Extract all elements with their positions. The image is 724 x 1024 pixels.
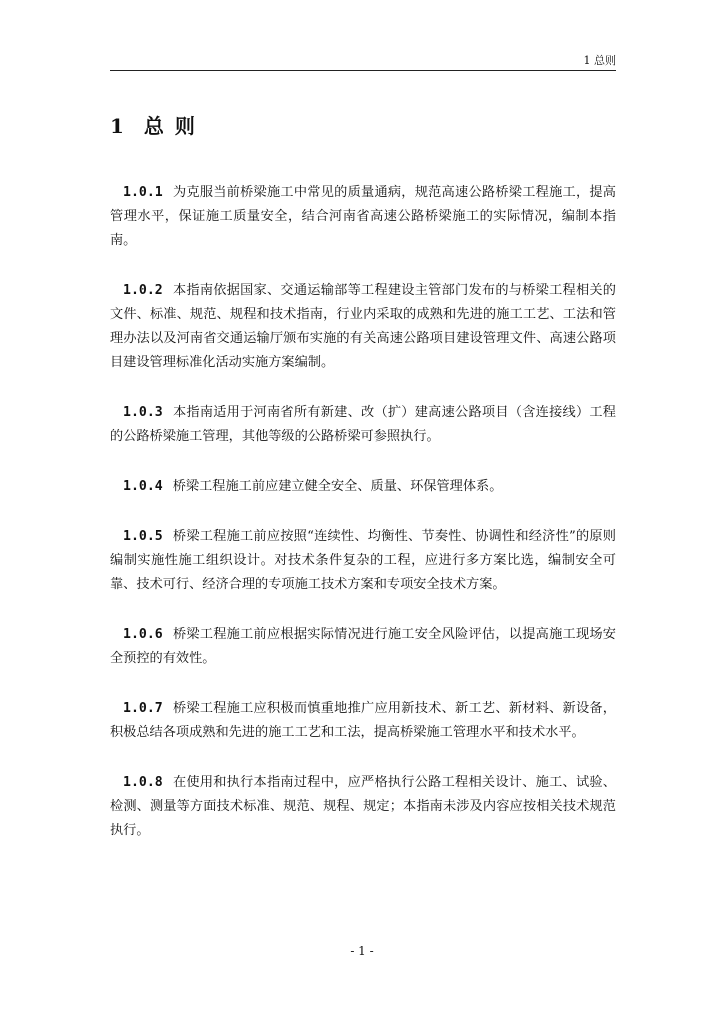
clause-number: 1.0.7: [123, 701, 163, 716]
clause-number: 1.0.6: [123, 627, 163, 642]
clause-1-0-8: [110, 771, 616, 843]
clause-1-0-3: [110, 401, 616, 449]
header-rule: [110, 70, 616, 71]
clause-1-0-4: [110, 475, 616, 499]
clause-number: 1.0.3: [123, 405, 163, 420]
clause-text: 本指南适用于河南省所有新建、改（扩）建高速公路项目（含连接线）工程的公路桥梁施工管理，其他等级的公路桥梁可参照执行。: [110, 405, 616, 444]
chapter-number: 1: [110, 114, 126, 138]
clause-number: 1.0.4: [123, 479, 163, 494]
clause-1-0-5: [110, 525, 616, 597]
clause-list: [110, 181, 616, 869]
clause-number: 1.0.1: [123, 185, 163, 200]
clause-1-0-2: [110, 279, 616, 375]
clause-text: 在使用和执行本指南过程中，应严格执行公路工程相关设计、施工、试验、检测、测量等方面技术标准、规范、规程、规定；本指南未涉及内容应按相关技术规范执行。: [110, 775, 616, 838]
clause-text: 为克服当前桥梁施工中常见的质量通病，规范高速公路桥梁工程施工，提高管理水平，保证施工质量安全，结合河南省高速公路桥梁施工的实际情况，编制本指南。: [110, 185, 616, 248]
page-number: - 1 -: [350, 944, 374, 958]
clause-number: 1.0.5: [123, 529, 163, 544]
clause-1-0-7: [110, 697, 616, 745]
clause-text: 桥梁工程施工前应建立健全安全、质量、环保管理体系。: [172, 479, 503, 494]
chapter-title-text: 总 则: [143, 114, 197, 138]
clause-1-0-1: [110, 181, 616, 253]
chapter-title: [110, 112, 197, 140]
clause-text: 桥梁工程施工应积极而慎重地推广应用新技术、新工艺、新材料、新设备，积极总结各项成熟和先进的施工工艺和工法，提高桥梁施工管理水平和技术水平。: [110, 701, 616, 740]
clause-number: 1.0.8: [123, 775, 163, 790]
clause-1-0-6: [110, 623, 616, 671]
running-header: 1 总则: [583, 54, 616, 67]
clause-text: 本指南依据国家、交通运输部等工程建设主管部门发布的与桥梁工程相关的文件、标准、规范、规程和技术指南，行业内采取的成熟和先进的施工工艺、工法和管理办法以及河南省交通运输厅颁布实施的有关高速公路项目建设管理文件、高速公路项目建设管理标准化活动实施方案编制。: [110, 283, 616, 370]
clause-number: 1.0.2: [123, 283, 163, 298]
clause-text: 桥梁工程施工前应根据实际情况进行施工安全风险评估，以提高施工现场安全预控的有效性。: [110, 627, 616, 666]
clause-text: 桥梁工程施工前应按照“连续性、均衡性、节奏性、协调性和经济性”的原则编制实施性施工组织设计。对技术条件复杂的工程，应进行多方案比选，编制安全可靠、技术可行、经济合理的专项施工技术方案和专项安全技术方案。: [110, 529, 616, 592]
